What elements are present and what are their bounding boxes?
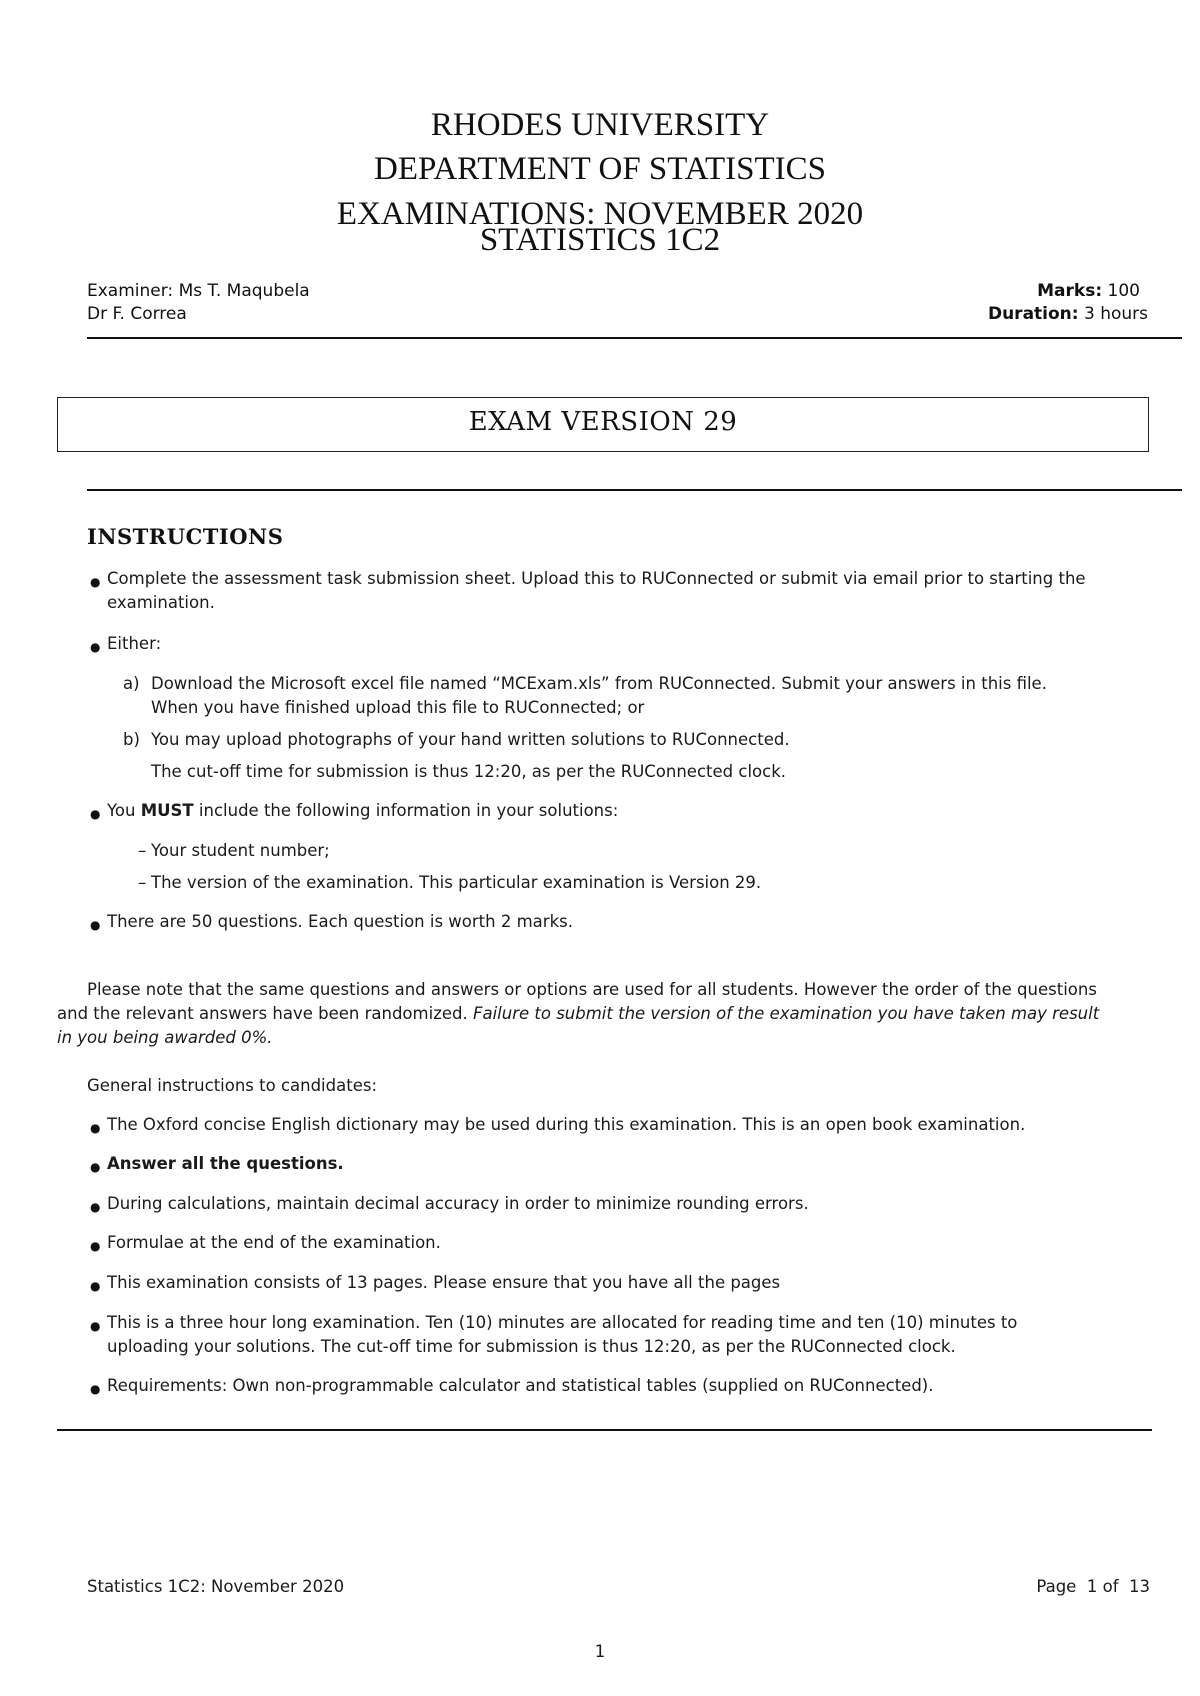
exam-version-box bbox=[57, 397, 1149, 452]
dash-marker: – bbox=[138, 841, 147, 860]
general-1: The Oxford concise English dictionary may be used during this examination. This is an open book examination. bbox=[107, 1115, 1026, 1134]
instructions-heading: INSTRUCTIONS bbox=[87, 524, 284, 549]
general-6-line-2: uploading your solutions. The cut-off time for submission is thus 12:20, as per the RUConnected clock. bbox=[107, 1337, 956, 1356]
note-line-2 bbox=[57, 1002, 1187, 1026]
general-5: This examination consists of 13 pages. Please ensure that you have all the pages bbox=[107, 1273, 781, 1292]
university-title: RHODES UNIVERSITY bbox=[430, 107, 770, 143]
instruction-4: There are 50 questions. Each question is worth 2 marks. bbox=[107, 912, 573, 931]
note-italic-2: Failure to submit the version of the examination you have taken may result bbox=[472, 1004, 1100, 1023]
option-b: You may upload photographs of your hand written solutions to RUConnected. bbox=[151, 730, 790, 749]
course-title: STATISTICS 1C2 bbox=[479, 222, 721, 258]
footer-course: Statistics 1C2: November 2020 bbox=[87, 1577, 345, 1596]
bullet: ● bbox=[90, 640, 101, 654]
marks-value: 100 bbox=[1107, 281, 1140, 301]
option-a-label: a) bbox=[123, 674, 140, 693]
bullet: ● bbox=[90, 918, 101, 932]
marks-line bbox=[940, 281, 1140, 301]
bullet: ● bbox=[90, 807, 101, 821]
bullet: ● bbox=[90, 575, 101, 589]
general-4: Formulae at the end of the examination. bbox=[107, 1233, 441, 1252]
option-a-line-2: When you have finished upload this file to RUConnected; or bbox=[151, 698, 645, 717]
instruction-1 bbox=[107, 567, 1187, 615]
instruction-1-line-2: examination. bbox=[107, 593, 215, 612]
dash-item-2: The version of the examination. This particular examination is Version 29. bbox=[151, 873, 762, 892]
instruction-1-line-1: Complete the assessment task submission sheet. Upload this to RUConnected or submit via email prior to starting the bbox=[107, 569, 1086, 588]
duration-line bbox=[888, 304, 1148, 324]
general-6-line-1: This is a three hour long examination. Ten (10) minutes are allocated for reading time and ten (10) minutes to bbox=[107, 1313, 1018, 1332]
exam-version-title: EXAM VERSION 29 bbox=[468, 407, 738, 437]
general-heading: General instructions to candidates: bbox=[87, 1076, 378, 1095]
option-b-label: b) bbox=[123, 730, 140, 749]
note-text-1: Please note that the same questions and answers or options are used for all students. However the order of the questions bbox=[87, 980, 1097, 999]
footer-page-label: Page bbox=[1036, 1577, 1077, 1596]
footer-page-total: 13 bbox=[1129, 1577, 1150, 1596]
footer-page-number: 1 bbox=[1086, 1577, 1098, 1596]
general-7: Requirements: Own non-programmable calculator and statistical tables (supplied on RUConnected). bbox=[107, 1376, 934, 1395]
note-italic-3: in you being awarded 0%. bbox=[57, 1028, 273, 1047]
department-title: DEPARTMENT OF STATISTICS bbox=[374, 151, 826, 187]
page-number-center: 1 bbox=[594, 1642, 606, 1661]
duration-value: 3 hours bbox=[1083, 304, 1148, 324]
divider-instructions bbox=[87, 489, 1182, 491]
footer-pagination bbox=[1036, 1575, 1150, 1599]
divider-top bbox=[87, 337, 1182, 339]
instruction-3-must: MUST bbox=[140, 801, 194, 820]
note-text-2: and the relevant answers have been randomized. bbox=[57, 1004, 468, 1023]
general-2: Answer all the questions. bbox=[107, 1154, 344, 1173]
examiner-1: Ms T. Maqubela bbox=[178, 281, 310, 301]
note-line-1 bbox=[87, 978, 1187, 1002]
cutoff-note: The cut-off time for submission is thus 12:20, as per the RUConnected clock. bbox=[151, 762, 786, 781]
instruction-3-pre: You bbox=[107, 801, 136, 820]
examiner-2: Dr F. Correa bbox=[87, 304, 187, 324]
general-3: During calculations, maintain decimal accuracy in order to minimize rounding errors. bbox=[107, 1194, 809, 1213]
examiner-label: Examiner: bbox=[87, 281, 174, 301]
bullet: ● bbox=[90, 1160, 101, 1174]
general-6 bbox=[107, 1311, 1187, 1359]
examiner-line-1 bbox=[87, 281, 310, 301]
footer-of-label: of bbox=[1102, 1577, 1119, 1596]
option-a-line-1: Download the Microsoft excel file named “MCExam.xls” from RUConnected. Submit your answers in this file. bbox=[151, 674, 1047, 693]
divider-bottom bbox=[57, 1429, 1152, 1431]
instruction-2: Either: bbox=[107, 634, 162, 653]
bullet: ● bbox=[90, 1319, 101, 1333]
bullet: ● bbox=[90, 1382, 101, 1396]
marks-label: Marks: bbox=[1037, 281, 1103, 301]
duration-label: Duration: bbox=[987, 304, 1079, 324]
dash-item-1: Your student number; bbox=[151, 841, 330, 860]
instruction-3 bbox=[107, 799, 618, 823]
bullet: ● bbox=[90, 1200, 101, 1214]
bullet: ● bbox=[90, 1279, 101, 1293]
bullet: ● bbox=[90, 1121, 101, 1135]
bullet: ● bbox=[90, 1239, 101, 1253]
examinations-title: EXAMINATIONS: NOVEMBER 2020 bbox=[336, 196, 864, 232]
option-a bbox=[151, 672, 1191, 720]
instruction-3-post: include the following information in your solutions: bbox=[198, 801, 619, 820]
dash-marker: – bbox=[138, 873, 147, 892]
